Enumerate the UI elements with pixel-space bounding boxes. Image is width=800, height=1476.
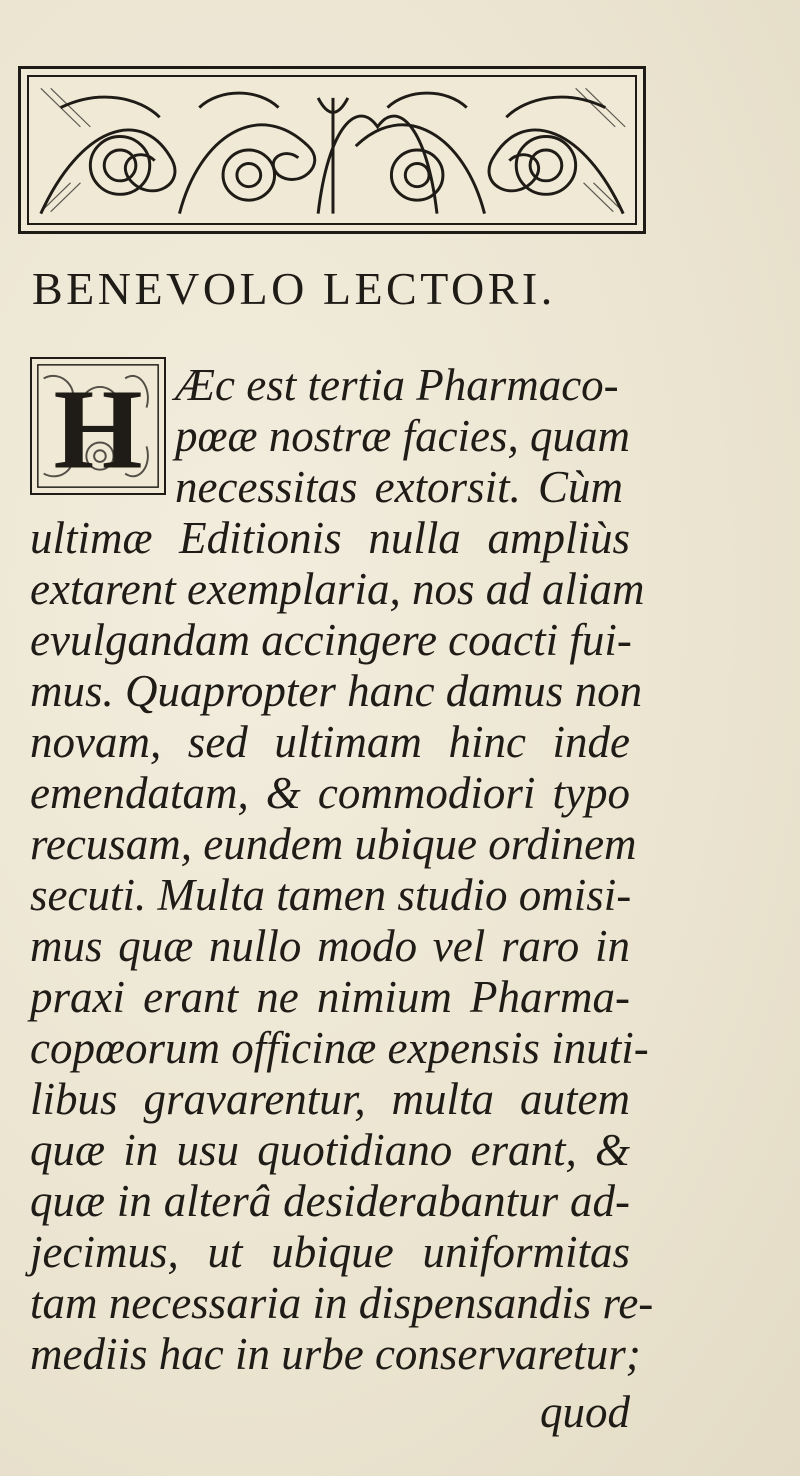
page-heading: BENEVOLO LECTORI. — [32, 263, 556, 314]
initial-letter: H — [53, 365, 143, 493]
text-line-2: pœæ nostræ facies, quam — [175, 411, 631, 461]
text-line-11: secuti. Multa tamen studio omisi- — [30, 870, 632, 920]
text-line-14: copœorum officinæ expensis inuti- — [30, 1023, 649, 1073]
decorated-initial — [30, 357, 166, 495]
text-line-4: ultimæ Editionis nulla ampliùs — [30, 513, 630, 563]
text-line-18: jecimus, ut ubique uniformitas — [30, 1227, 630, 1277]
text-line-17: quæ in alterâ desiderabantur ad- — [30, 1176, 630, 1226]
text-line-19: tam necessaria in dispensandis re- — [30, 1278, 654, 1328]
text-line-20: mediis hac in urbe conservaretur; — [30, 1329, 641, 1379]
text-line-5: extarent exemplaria, nos ad aliam — [30, 564, 645, 614]
initial-letter-ornament — [32, 359, 164, 493]
text-line-3: necessitas extorsit. Cùm — [175, 462, 623, 512]
text-line-15: libus gravarentur, multa autem — [30, 1074, 630, 1124]
text-line-6: evulgandam accingere coacti fui- — [30, 615, 632, 665]
ornamental-headpiece — [18, 66, 646, 234]
text-line-7: mus. Quapropter hanc damus non — [30, 666, 643, 716]
catchword: quod — [540, 1387, 630, 1437]
text-line-1: Æc est tertia Pharmaco- — [175, 360, 619, 410]
text-line-16: quæ in usu quotidiano erant, & — [30, 1125, 630, 1175]
text-line-9: emendatam, & commodiori typo — [30, 768, 630, 818]
text-line-13: praxi erant ne nimium Pharma- — [30, 972, 630, 1022]
text-line-12: mus quæ nullo modo vel raro in — [30, 921, 630, 971]
text-line-10: recusam, eundem ubique ordinem — [30, 819, 637, 869]
text-line-8: novam, sed ultimam hinc inde — [30, 717, 630, 767]
foliage-ornament — [21, 69, 643, 231]
